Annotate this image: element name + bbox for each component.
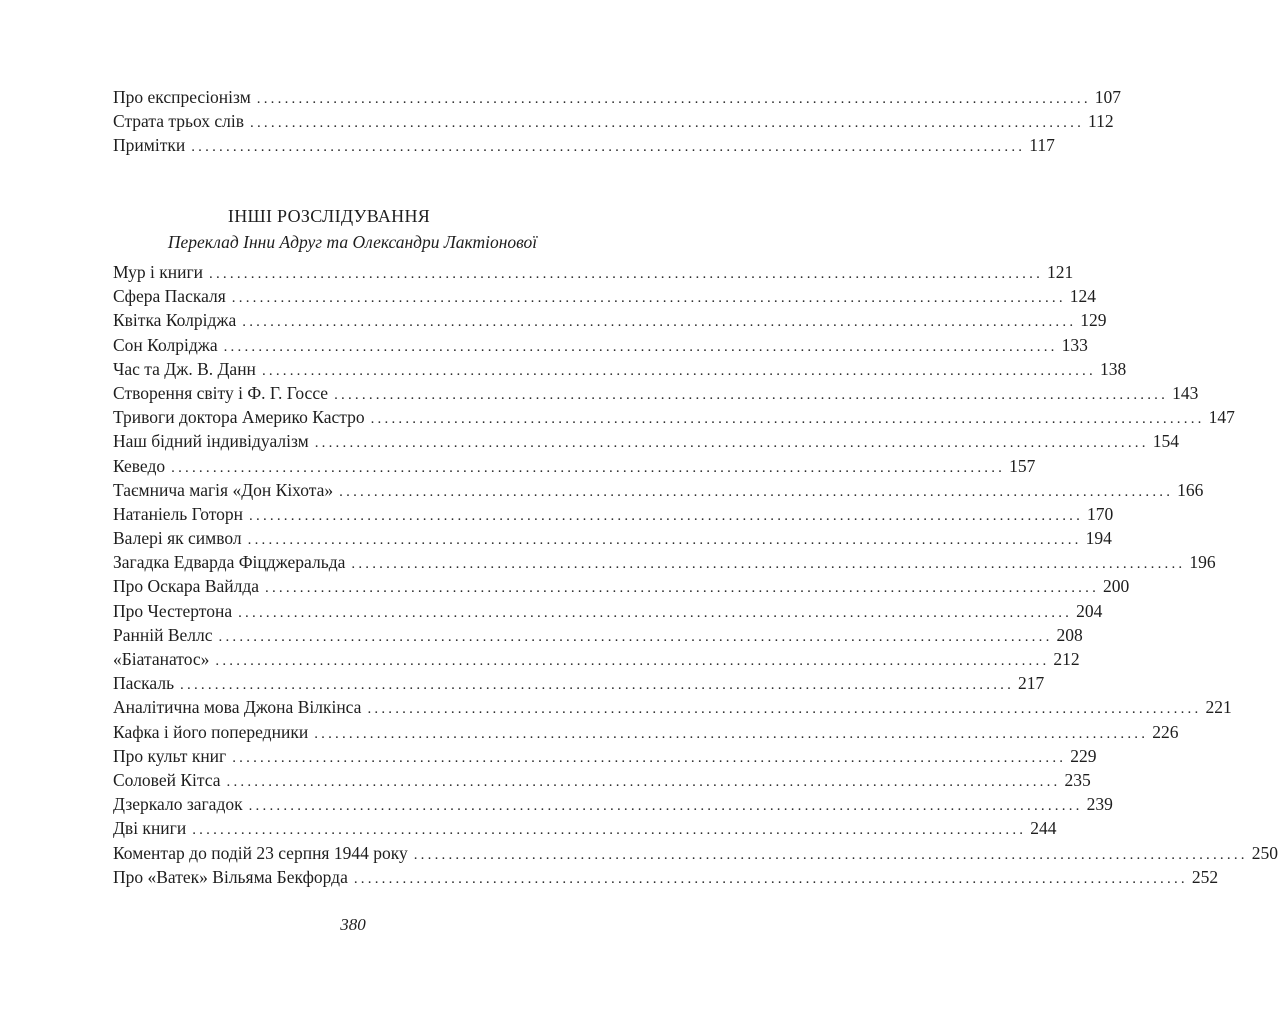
toc-entry-page: 244 [1030,818,1057,839]
toc-entry-title: Примітки [113,135,186,156]
page-number: 380 [340,915,366,934]
toc-entry-page: 200 [1103,576,1130,597]
toc-entry [113,308,1107,332]
toc-entry [113,333,1088,357]
toc-entry-page: 124 [1069,286,1097,307]
toc-entry [113,357,1127,381]
toc-leader-dots: ........................................................................................................................ [265,580,1100,597]
toc-entry-page: 226 [1152,721,1179,742]
toc-entry-page: 235 [1064,769,1091,790]
toc-leader-dots: ........................................................................................................................ [261,362,1096,379]
toc-entry-page: 250 [1251,842,1278,863]
toc-leader-dots: ........................................................................................................................ [339,483,1174,500]
toc-entry [113,695,1232,719]
toc-entry-title: Сфера Паскаля [113,286,226,307]
toc-leader-dots: ........................................................................................................................ [256,91,1091,107]
toc-entry [113,478,1204,502]
toc-leader-dots: ........................................................................................................................ [238,604,1073,621]
toc-entry-page: 170 [1087,503,1114,524]
toc-leader-dots: ........................................................................................................................ [314,435,1149,452]
toc-entry-title: Квітка Колріджа [113,310,237,331]
toc-entry-page: 252 [1191,866,1219,887]
toc-entry [113,502,1114,526]
toc-entry-title: Про експресіонізм [113,87,251,107]
toc-entry [113,623,1083,647]
toc-leader-dots: ........................................................................................................................ [191,139,1026,156]
toc-entry-page: 121 [1047,262,1074,282]
toc-entry [113,647,1080,671]
toc-entry [113,405,1235,429]
toc-entry-title: Про Оскара Вайлда [113,576,260,597]
toc-leader-dots: ........................................................................................................................ [242,314,1077,331]
toc-entry [113,284,1097,308]
toc-entry-title: Тривоги доктора Америко Кастро [113,407,365,428]
toc-entry-page: 196 [1189,552,1216,573]
toc-entry-page: 154 [1152,431,1179,452]
toc-entry-title: «Біатанатос» [113,649,210,669]
toc-entry [113,599,1103,623]
toc-leader-dots: ........................................................................................................................ [249,507,1084,524]
toc-entry-title: Коментар до подій 23 серпня 1944 року [113,842,408,863]
toc-leader-dots: ........................................................................................................................ [351,556,1186,573]
toc-entry-title: Дві книги [113,818,187,839]
toc-entry-page: 204 [1076,600,1103,621]
toc-entry-page: 208 [1056,624,1083,645]
toc-entry [113,454,1036,478]
toc-leader-dots: ........................................................................................................................ [247,532,1082,549]
toc-leader-dots: ........................................................................................................................ [215,653,1050,669]
toc-leader-dots: ........................................................................................................................ [413,846,1248,863]
toc-entry-title: Час та Дж. В. Данн [113,358,256,379]
toc-entry [113,133,1055,157]
toc-entry-page: 221 [1205,697,1232,718]
toc-entry-page: 129 [1080,310,1107,331]
toc-entry-title: Валері як символ [113,528,242,549]
toc-entry-page: 212 [1053,649,1080,669]
toc-main-list [113,260,1278,889]
toc-leader-dots: ........................................................................................................................ [250,115,1085,132]
toc-entry [113,526,1112,550]
toc-entry [113,816,1057,840]
toc-top-list [113,85,1122,158]
toc-entry-page: 117 [1029,135,1055,156]
toc-entry-title: Створення світу і Ф. Г. Госсе [113,382,329,403]
toc-leader-dots: ........................................................................................................................ [334,386,1169,403]
toc-entry-title: Кеведо [113,455,166,476]
toc-entry-title: Соловей Кітса [113,769,221,790]
toc-leader-dots: ........................................................................................................................ [367,701,1202,718]
toc-entry-page: 239 [1086,794,1113,815]
toc-entry-title: Про «Ватек» Вільяма Бекфорда [113,866,348,887]
toc-entry [113,720,1179,744]
toc-entry [113,85,1122,109]
toc-leader-dots: ........................................................................................................................ [192,822,1027,839]
toc-leader-dots: ........................................................................................................................ [314,725,1149,742]
toc-entry [113,260,1074,284]
toc-leader-dots: ........................................................................................................................ [353,870,1188,887]
toc-entry-title: Страта трьох слів [113,111,245,132]
toc-leader-dots: ........................................................................................................................ [171,459,1006,476]
toc-leader-dots: ........................................................................................................................ [232,749,1067,766]
toc-entry [113,841,1278,865]
toc-entry-page: 112 [1088,111,1114,132]
toc-leader-dots: ........................................................................................................................ [180,677,1015,694]
toc-entry-title: Натаніель Готорн [113,503,244,524]
toc-entry-title: Аналітична мова Джона Вілкінса [113,697,362,718]
toc-entry-title: Про Честертона [113,600,233,621]
toc-entry-title: Паскаль [113,673,175,694]
toc-leader-dots: ........................................................................................................................ [226,773,1061,790]
toc-entry [113,865,1219,889]
toc-entry [113,429,1179,453]
toc-entry [113,109,1114,133]
toc-leader-dots: ........................................................................................................................ [248,798,1083,815]
toc-entry [113,574,1130,598]
toc-entry-page: 217 [1018,673,1045,694]
toc-entry [113,768,1091,792]
toc-entry-page: 229 [1070,745,1097,766]
toc-leader-dots: ........................................................................................................................ [209,266,1044,282]
toc-entry-title: Про культ книг [113,745,227,766]
toc-entry-page: 107 [1094,87,1122,107]
toc-entry-title: Наш бідний індивідуалізм [113,431,309,452]
toc-entry-page: 143 [1172,382,1199,403]
toc-entry-title: Ранній Веллс [113,624,213,645]
toc-leader-dots: ........................................................................................................................ [231,290,1066,307]
toc-entry [113,550,1216,574]
toc-entry-title: Сон Колріджа [113,334,218,355]
toc-entry-page: 157 [1009,455,1036,476]
section-subtitle: Переклад Інни Адруг та Олександри Лактіонової [167,232,538,252]
toc-entry [113,381,1199,405]
toc-entry-title: Загадка Едварда Фіцджеральда [113,552,346,573]
toc-entry-title: Дзеркало загадок [113,794,243,815]
toc-entry-page: 166 [1177,479,1204,500]
toc-entry-page: 133 [1061,334,1088,355]
toc-entry-title: Кафка і його попередники [113,721,309,742]
toc-entry-title: Таємнича магія «Дон Кіхота» [113,479,334,500]
toc-entry [113,744,1097,768]
toc-entry-page: 147 [1208,407,1235,428]
toc-entry-page: 138 [1099,358,1127,379]
toc-entry [113,792,1113,816]
toc-entry [113,671,1045,695]
toc-leader-dots: ........................................................................................................................ [370,411,1205,428]
toc-entry-title: Мур і книги [113,262,204,282]
toc-leader-dots: ........................................................................................................................ [218,628,1053,645]
toc-entry-page: 194 [1085,528,1112,549]
section-heading: ІНШІ РОЗСЛІДУВАННЯ [227,206,431,226]
toc-leader-dots: ........................................................................................................................ [223,338,1058,355]
